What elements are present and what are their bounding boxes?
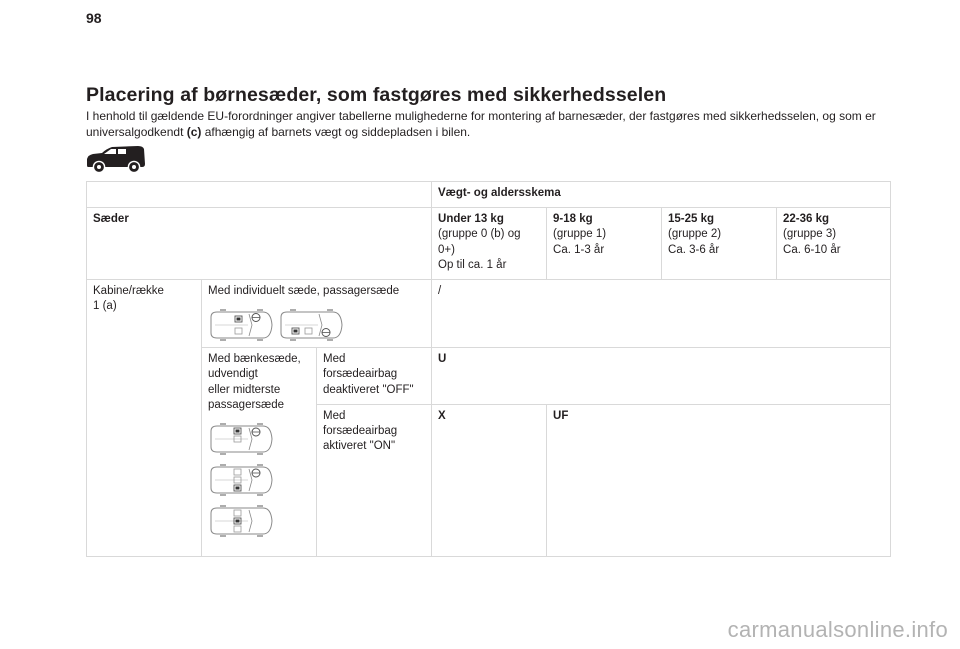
airbag-off-line: deaktiveret "OFF" xyxy=(323,383,414,396)
airbag-off-cell xyxy=(317,348,432,405)
row-label-line: 1 (a) xyxy=(93,300,117,313)
group-line: (gruppe 3) xyxy=(783,228,837,241)
row-label-line: Kabine/række xyxy=(93,285,164,298)
individual-seat-value: / xyxy=(432,280,891,348)
airbag-off-line: Med xyxy=(323,353,346,366)
airbag-off-line: forsædeairbag xyxy=(323,368,398,381)
individual-seat-cell xyxy=(202,280,432,348)
intro-text-after: afhængig af barnets vægt og siddepladsen i bilen. xyxy=(201,124,471,139)
airbag-on-value-rest: UF xyxy=(547,404,891,556)
group-line: (gruppe 2) xyxy=(668,228,722,241)
individual-seat-label: Med individuelt sæde, passagersæde xyxy=(208,285,400,298)
empty-header-cell xyxy=(87,182,432,208)
group-line: Ca. 6-10 år xyxy=(783,243,841,256)
intro-text-before: I henhold til gældende EU-forordninger angiver tabellerne mulighederne for montering af barnesæder, der fastgøres med sikkerhedsselen, og som er universalgodkendt xyxy=(86,109,876,139)
seat-diagram-icon xyxy=(208,423,274,455)
seat-diagram-icon xyxy=(208,309,274,341)
bench-seat-line: passagersæde xyxy=(208,398,285,411)
bench-seat-line: Med bænkesæde, xyxy=(208,353,301,366)
seat-diagram-icon xyxy=(208,505,274,537)
group-1-header xyxy=(547,208,662,280)
group-2-header xyxy=(662,208,777,280)
watermark: carmanualsonline.info xyxy=(727,617,948,642)
page-number: 98 xyxy=(86,10,102,26)
airbag-off-value: U xyxy=(432,348,891,405)
group-line: Ca. 3-6 år xyxy=(668,243,720,256)
seat-diagram-icon xyxy=(278,309,344,341)
airbag-on-line: forsædeairbag xyxy=(323,425,398,438)
seat-diagram-icon xyxy=(208,464,274,496)
child-seat-table xyxy=(86,181,891,557)
group-line: 0+) xyxy=(438,243,455,256)
airbag-on-line: Med xyxy=(323,409,346,422)
group-line: (gruppe 1) xyxy=(553,228,607,241)
row-label-cabin xyxy=(87,280,202,557)
group-line: Op til ca. 1 år xyxy=(438,258,507,271)
group-0-header xyxy=(432,208,547,280)
group-weight: 22-36 kg xyxy=(783,213,830,226)
schema-header: Vægt- og aldersskema xyxy=(432,182,891,208)
group-weight: 15-25 kg xyxy=(668,213,715,226)
bench-seat-line: eller midterste xyxy=(208,383,281,396)
intro-emphasis: (c) xyxy=(186,124,202,139)
group-line: Ca. 1-3 år xyxy=(553,243,605,256)
airbag-on-cell xyxy=(317,404,432,556)
group-3-header xyxy=(777,208,891,280)
airbag-on-line: aktiveret "ON" xyxy=(323,440,396,453)
intro-paragraph xyxy=(86,109,886,140)
airbag-on-value-group0: X xyxy=(432,404,547,556)
bench-seat-cell xyxy=(202,348,317,557)
bench-seat-line: udvendigt xyxy=(208,368,258,381)
group-weight: Under 13 kg xyxy=(438,213,504,226)
group-line: (gruppe 0 (b) og xyxy=(438,228,521,241)
group-weight: 9-18 kg xyxy=(553,213,593,226)
seats-header: Sæder xyxy=(87,208,432,280)
van-icon xyxy=(84,145,148,174)
page-title: Placering af børnesæder, som fastgøres med sikkerhedsselen xyxy=(86,84,667,106)
